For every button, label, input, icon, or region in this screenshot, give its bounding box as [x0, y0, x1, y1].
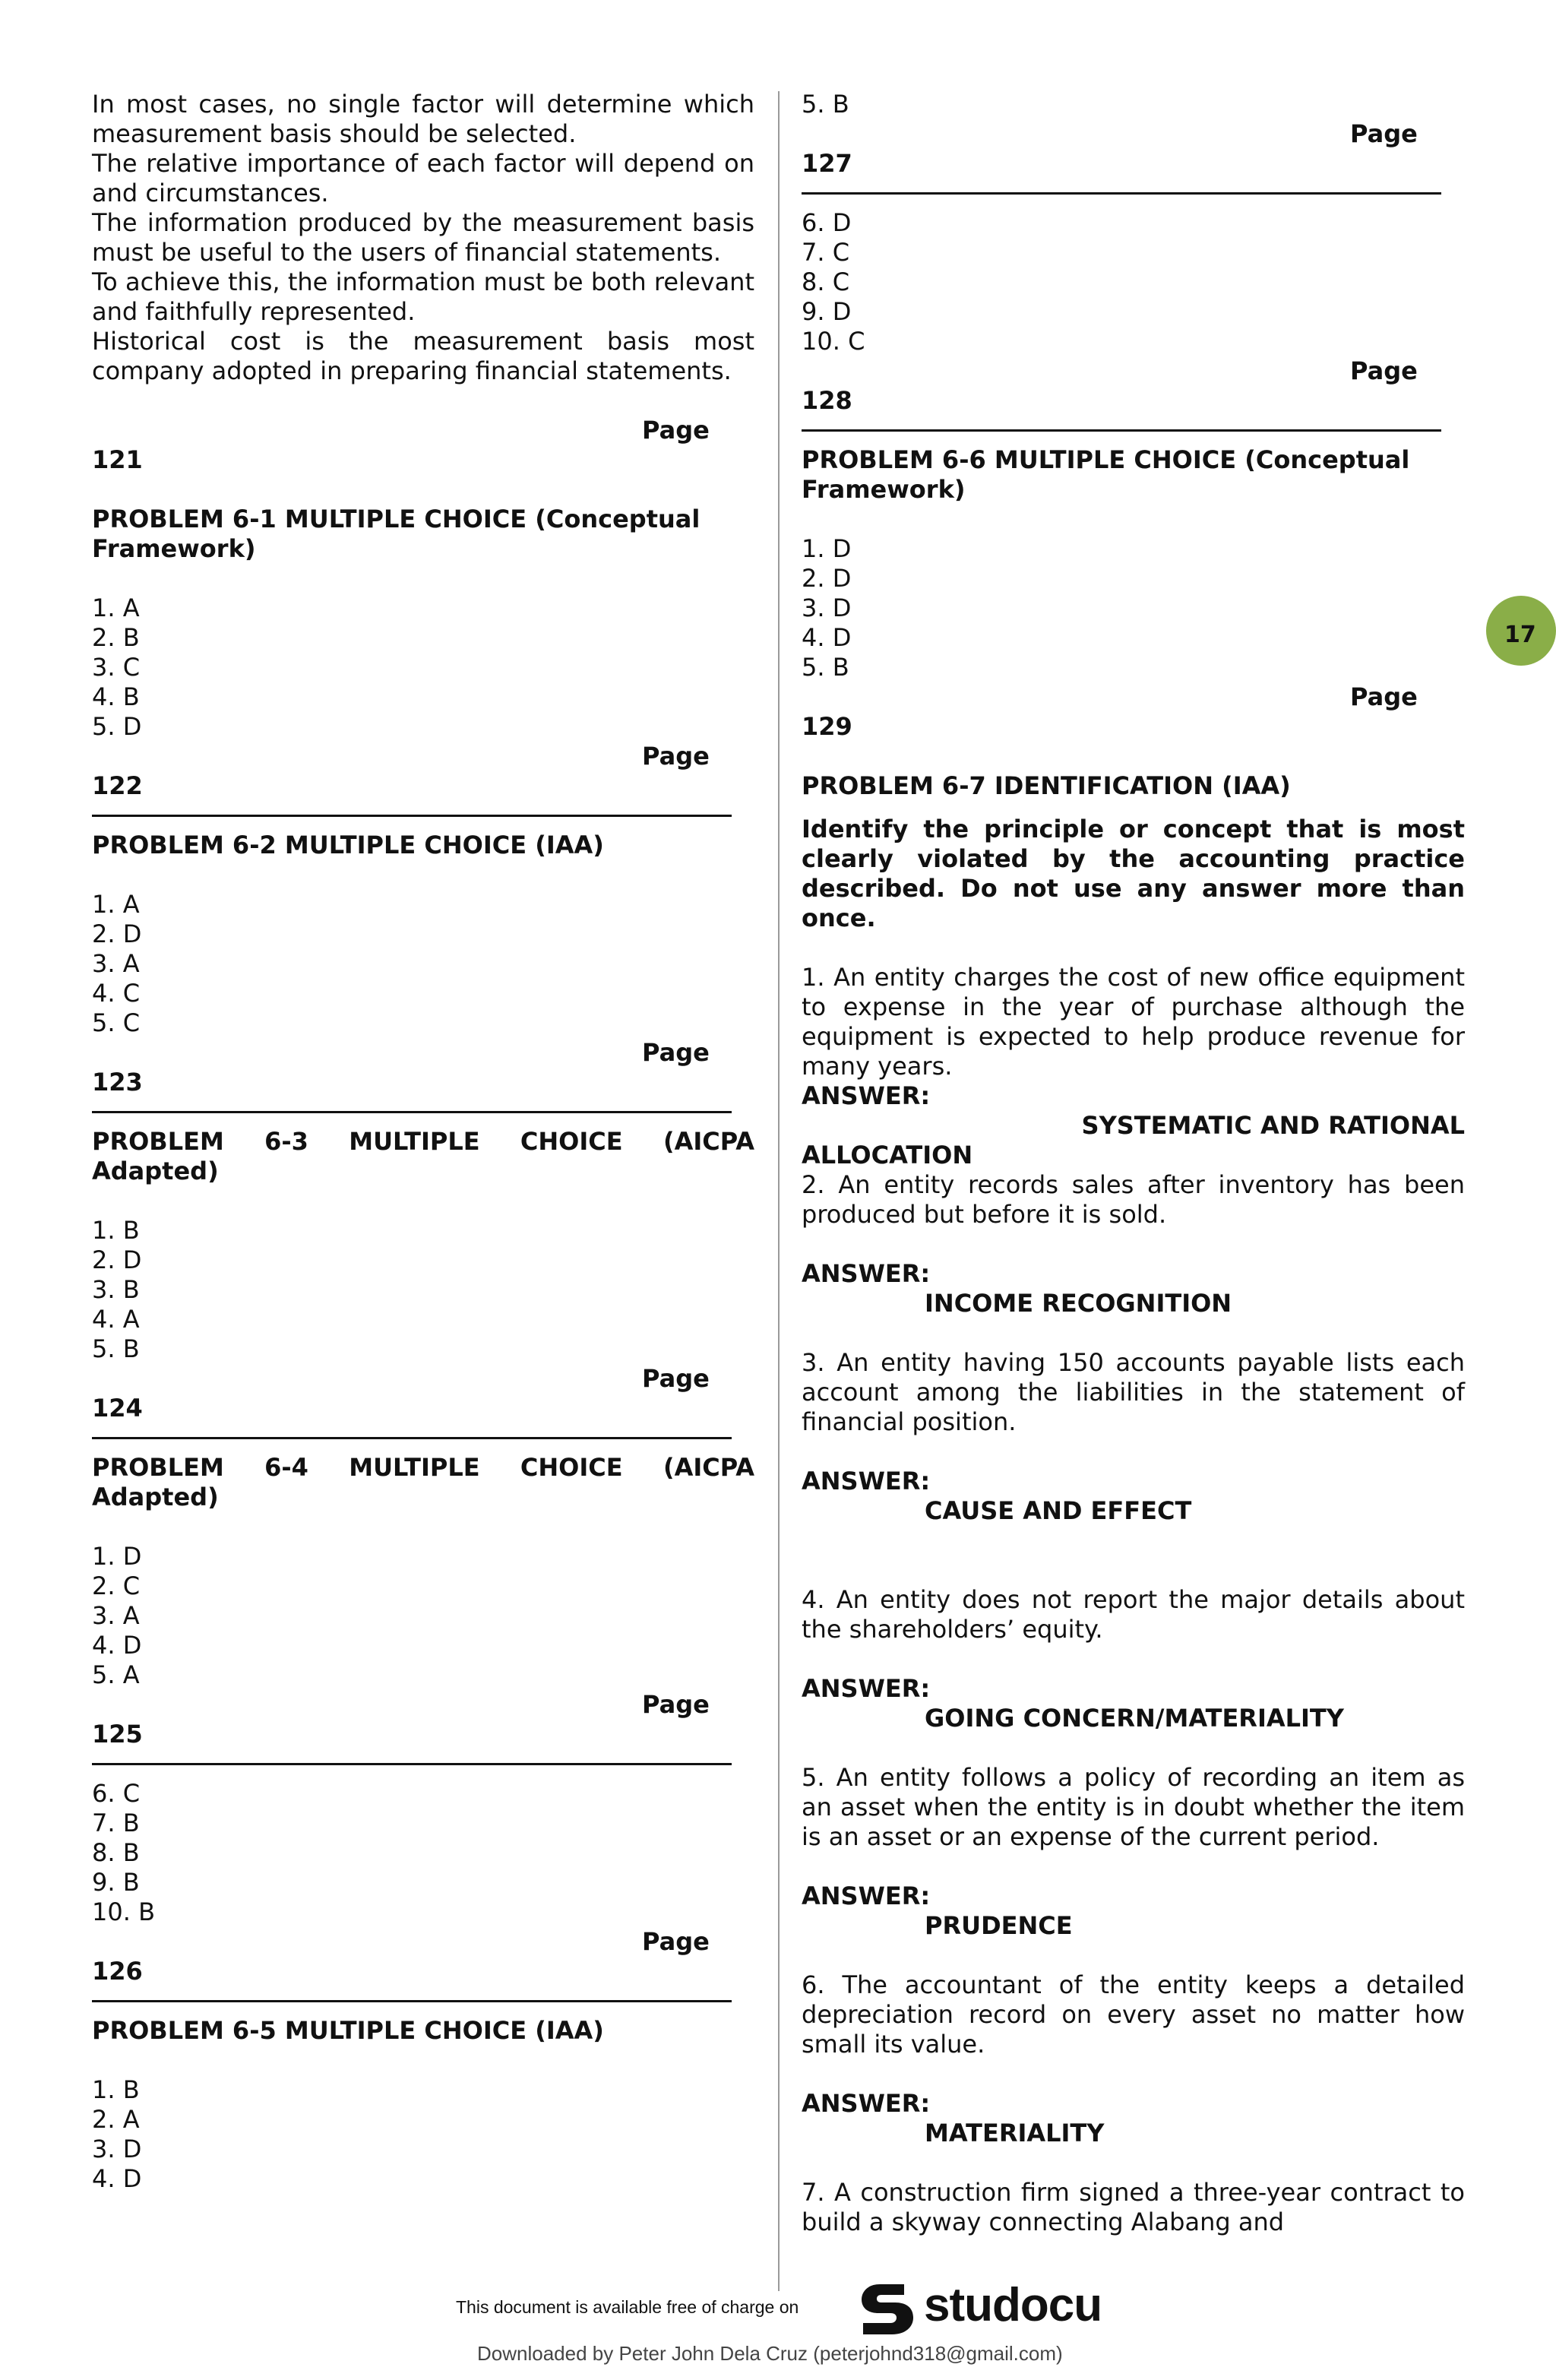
- downloaded-by-text: Downloaded by Peter John Dela Cruz (peterjohnd318@gmail.com): [477, 2342, 1063, 2365]
- problem-title: PROBLEM 6-7 IDENTIFICATION (IAA): [802, 771, 1291, 800]
- answer-value: SYSTEMATIC AND RATIONAL: [1081, 1111, 1465, 1140]
- answer-item: 3. C: [92, 653, 141, 682]
- problem-title: PROBLEM 6-2 MULTIPLE CHOICE (IAA): [92, 831, 604, 859]
- answer-item: 5. D: [92, 712, 142, 741]
- section-rule: [92, 1111, 732, 1113]
- answer-item: 1. B: [92, 1216, 140, 1245]
- answer-item: 8. C: [802, 267, 850, 296]
- answer-item: 10. C: [802, 327, 865, 356]
- answer-value: PRUDENCE: [925, 1911, 1073, 1940]
- answer-item: 2. C: [92, 1571, 141, 1600]
- page-label: Page: [642, 1364, 710, 1393]
- answer-label: ANSWER:: [802, 1882, 931, 1910]
- answer-item: 2. B: [92, 623, 140, 652]
- answer-item: 4. C: [92, 979, 141, 1008]
- section-rule: [802, 192, 1441, 195]
- problem-title: PROBLEM 6-4 MULTIPLE CHOICE (AICPA Adapted): [92, 1453, 754, 1511]
- question-text: 2. An entity records sales after inventory has been produced but before it is sold.: [802, 1170, 1465, 1229]
- page-badge-number: 17: [1504, 622, 1536, 648]
- page-label: Page: [642, 1690, 710, 1719]
- answer-item: 4. D: [802, 623, 852, 652]
- page-label: Page: [642, 416, 710, 445]
- answer-item: 3. D: [92, 2135, 142, 2163]
- answer-item: 4. D: [92, 2164, 142, 2193]
- answer-item: 3. D: [802, 593, 852, 622]
- answer-value: ALLOCATION: [802, 1141, 973, 1169]
- answer-item: 6. D: [802, 208, 852, 237]
- answer-item: 4. A: [92, 1305, 140, 1334]
- question-text: 7. A construction firm signed a three-year contract to build a skyway connecting Alabang and: [802, 2178, 1465, 2236]
- answer-item: 2. D: [92, 919, 142, 948]
- answer-item: 4. B: [92, 682, 140, 711]
- right-column: [802, 90, 1465, 2237]
- answer-item: 5. A: [92, 1660, 140, 1689]
- question-text: 3. An entity having 150 accounts payable lists each account among the liabilities in the statement of financial position.: [802, 1348, 1465, 1436]
- column-divider: [778, 91, 780, 2291]
- intro-paragraph: In most cases, no single factor will determine which measurement basis should be selected.: [92, 90, 754, 148]
- studocu-logo-text: studocu: [924, 2279, 1102, 2331]
- section-rule: [92, 2000, 732, 2002]
- intro-paragraph: The relative importance of each factor will depend on and circumstances.: [92, 149, 754, 207]
- answer-item: 7. C: [802, 238, 850, 267]
- problem-title: PROBLEM 6-5 MULTIPLE CHOICE (IAA): [92, 2016, 604, 2045]
- page-label: Page: [1350, 356, 1418, 385]
- intro-paragraph: To achieve this, the information must be both relevant and faithfully represented.: [92, 267, 754, 326]
- answer-item: 5. B: [92, 1334, 140, 1363]
- answer-value: MATERIALITY: [925, 2119, 1105, 2147]
- section-rule: [92, 815, 732, 817]
- question-text: 6. The accountant of the entity keeps a detailed depreciation record on every asset no matter how small its value.: [802, 1970, 1465, 2059]
- page-number: 127: [802, 149, 852, 178]
- answer-value: INCOME RECOGNITION: [925, 1289, 1232, 1318]
- answer-item: 3. B: [92, 1275, 140, 1304]
- answer-item: 1. D: [92, 1542, 142, 1571]
- answer-item: 2. A: [92, 2105, 140, 2134]
- answer-item: 10. B: [92, 1897, 156, 1926]
- intro-paragraph: The information produced by the measurement basis must be useful to the users of financial statements.: [92, 208, 754, 267]
- answer-item: 3. A: [92, 1601, 140, 1630]
- question-text: 1. An entity charges the cost of new office equipment to expense in the year of purchase although the equipment is expected to help produce revenue for many years.: [802, 963, 1465, 1081]
- answer-item: 8. B: [92, 1838, 140, 1867]
- answer-item: 1. B: [92, 2075, 140, 2104]
- answer-item: 6. C: [92, 1779, 141, 1808]
- answer-item: 3. A: [92, 949, 140, 978]
- problem-title: PROBLEM 6-3 MULTIPLE CHOICE (AICPA Adapted): [92, 1127, 754, 1185]
- page-label: Page: [642, 1927, 710, 1956]
- left-column: [92, 90, 754, 2194]
- page-number: 124: [92, 1394, 143, 1423]
- answer-label: ANSWER:: [802, 1259, 931, 1288]
- answer-label: ANSWER:: [802, 1081, 931, 1110]
- page-number: 122: [92, 771, 143, 800]
- answer-item: 7. B: [92, 1809, 140, 1837]
- answer-item: 9. D: [802, 297, 852, 326]
- question-text: 5. An entity follows a policy of recording an item as an asset when the entity is in doubt whether the item is an asset or an expense of the current period.: [802, 1763, 1465, 1851]
- answer-item: 5. B: [802, 90, 849, 119]
- page-label: Page: [642, 742, 710, 771]
- answer-label: ANSWER:: [802, 2089, 931, 2118]
- answer-label: ANSWER:: [802, 1674, 931, 1703]
- problem-title: PROBLEM 6-1 MULTIPLE CHOICE (Conceptual Framework): [92, 505, 701, 563]
- answer-item: 5. B: [802, 653, 849, 682]
- answer-item: 2. D: [92, 1245, 142, 1274]
- studocu-logo[interactable]: [857, 2278, 1115, 2339]
- studocu-logo-icon: [857, 2280, 918, 2337]
- page-number: 125: [92, 1720, 143, 1749]
- page-number: 129: [802, 712, 852, 741]
- answer-value: CAUSE AND EFFECT: [925, 1496, 1192, 1525]
- page-label: Page: [1350, 682, 1418, 711]
- page-number: 123: [92, 1068, 143, 1097]
- answer-item: 1. A: [92, 593, 140, 622]
- page-label: Page: [642, 1038, 710, 1067]
- answer-item: 1. A: [92, 890, 140, 919]
- page-number: 121: [92, 445, 143, 474]
- page-number: 126: [92, 1957, 143, 1986]
- section-rule: [92, 1763, 732, 1765]
- answer-value: GOING CONCERN/MATERIALITY: [925, 1704, 1344, 1733]
- instructions: Identify the principle or concept that is most clearly violated by the accounting practice described. Do not use any answer more than once.: [802, 815, 1465, 932]
- answer-item: 9. B: [92, 1868, 140, 1897]
- question-text: 4. An entity does not report the major details about the shareholders’ equity.: [802, 1585, 1465, 1644]
- page-number: 128: [802, 386, 852, 415]
- answer-item: 4. D: [92, 1631, 142, 1660]
- intro-paragraph: Historical cost is the measurement basis most company adopted in preparing financial statements.: [92, 327, 754, 385]
- answer-item: 5. C: [92, 1008, 141, 1037]
- availability-text: This document is available free of charge on: [456, 2297, 799, 2317]
- page-label: Page: [1350, 119, 1418, 148]
- section-rule: [92, 1437, 732, 1439]
- problem-title: PROBLEM 6-6 MULTIPLE CHOICE (Conceptual Framework): [802, 445, 1410, 504]
- answer-item: 2. D: [802, 564, 852, 593]
- answer-label: ANSWER:: [802, 1467, 931, 1495]
- answer-item: 1. D: [802, 534, 852, 563]
- section-rule: [802, 429, 1441, 432]
